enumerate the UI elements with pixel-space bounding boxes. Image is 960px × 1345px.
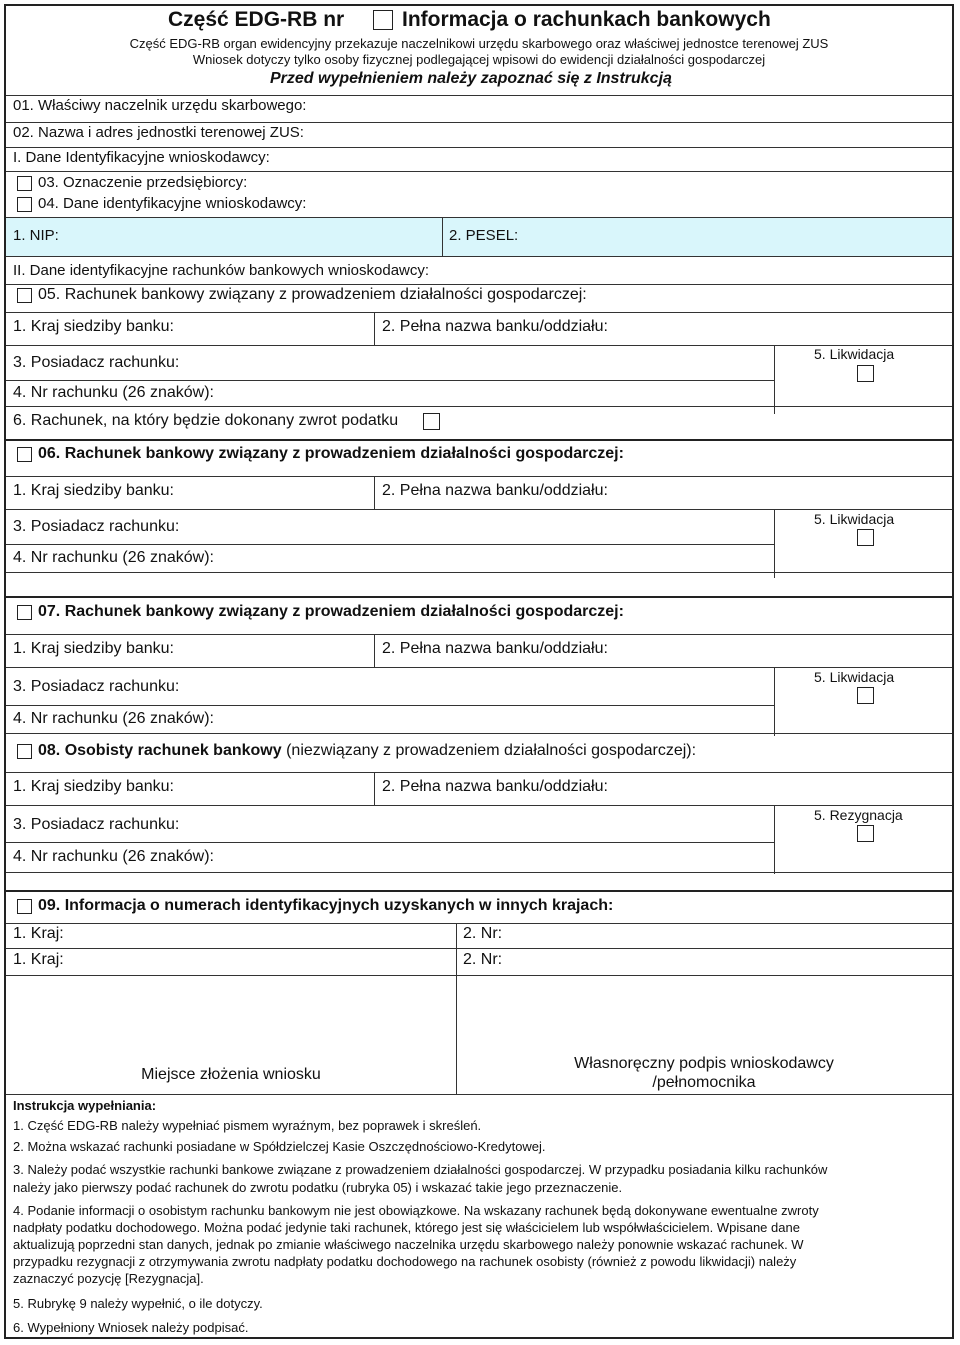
account-05-liquidation-label: 5. Likwidacja xyxy=(814,346,895,362)
instruction-4-line-3: aktualizują poprzedni stan danych, jednak po zmianie właściwego naczelnika urzędu skarbowego należy ponownie wskazać rachunek. W xyxy=(13,1237,804,1252)
account-08-bank-country[interactable]: 1. Kraj siedziby banku: xyxy=(13,778,174,795)
section-II-title: II. Dane identyfikacyjne rachunków bankowych wnioskodawcy: xyxy=(13,262,430,279)
instruction-4-line-5: zaznaczyć pozycję [Rezygnacja]. xyxy=(13,1271,204,1286)
account-06-holder[interactable]: 3. Posiadacz rachunku: xyxy=(13,518,180,535)
account-08-number[interactable]: 4. Nr rachunku (26 znaków): xyxy=(13,848,214,865)
instruction-1: 1. Część EDG-RB należy wypełniać pismem wyraźnym, bez poprawek i skreśleń. xyxy=(13,1118,482,1133)
account-07-title: 07. Rachunek bankowy związany z prowadzeniem działalności gospodarczej: xyxy=(38,603,624,620)
section-09-number-1[interactable]: 2. Nr: xyxy=(463,925,503,942)
section-09-country-1[interactable]: 1. Kraj: xyxy=(13,925,64,942)
account-08-title-rest: (niezwiązany z prowadzeniem działalności gospodarczej): xyxy=(281,742,697,759)
account-05-liquidation-checkbox[interactable] xyxy=(857,365,874,382)
account-06-liquidation-checkbox[interactable] xyxy=(857,529,874,546)
field-01-tax-office[interactable]: 01. Właściwy naczelnik urzędu skarbowego: xyxy=(13,97,307,114)
header-line-1: Część EDG-RB organ ewidencyjny przekazuje naczelnikowi urzędu skarbowego oraz właściwej jednostce terenowej ZUS xyxy=(129,36,829,51)
account-06-bank-name[interactable]: 2. Pełna nazwa banku/oddziału: xyxy=(382,482,608,499)
form-part-label: Część EDG-RB nr xyxy=(168,8,345,31)
account-06-bank-country[interactable]: 1. Kraj siedziby banku: xyxy=(13,482,174,499)
field-03-entrepreneur-designation: 03. Oznaczenie przedsiębiorcy: xyxy=(38,174,248,191)
instruction-4-line-4: przypadku rezygnacji z otrzymywania zwrotu nadpłaty podatku dochodowego na rachunek osobisty (również z powodu likwidacji) należy xyxy=(13,1254,797,1269)
section-09-checkbox[interactable] xyxy=(17,899,32,914)
account-05-checkbox[interactable] xyxy=(17,288,32,303)
instruction-6: 6. Wypełniony Wniosek należy podpisać. xyxy=(13,1320,249,1335)
section-I-title: I. Dane Identyfikacyjne wnioskodawcy: xyxy=(13,149,270,166)
account-08-resignation-label: 5. Rezygnacja xyxy=(814,807,903,823)
instruction-4-line-2: nadpłaty podatku dochodowego. Można podać jedynie taki rachunek, którego jest się właścicielem lub współwłaścicielem. Wpisane dane xyxy=(13,1220,800,1235)
account-08-resignation-checkbox[interactable] xyxy=(857,825,874,842)
account-08-bank-name[interactable]: 2. Pełna nazwa banku/oddziału: xyxy=(382,778,608,795)
field-03-checkbox[interactable] xyxy=(17,176,32,191)
field-04-checkbox[interactable] xyxy=(17,197,32,212)
header-instruction-note: Przed wypełnieniem należy zapoznać się z Instrukcją xyxy=(270,70,672,87)
account-07-holder[interactable]: 3. Posiadacz rachunku: xyxy=(13,678,180,695)
account-05-tax-refund-checkbox[interactable] xyxy=(423,413,440,430)
account-05-title: 05. Rachunek bankowy związany z prowadzeniem działalności gospodarczej: xyxy=(38,286,587,303)
account-05-holder[interactable]: 3. Posiadacz rachunku: xyxy=(13,354,180,371)
account-07-bank-country[interactable]: 1. Kraj siedziby banku: xyxy=(13,640,174,657)
signature-label-line-2: /pełnomocnika xyxy=(652,1074,756,1091)
instructions-title: Instrukcja wypełniania: xyxy=(13,1098,157,1113)
form-title: Informacja o rachunkach bankowych xyxy=(402,8,771,31)
account-08-title xyxy=(38,742,696,760)
submission-place-label: Miejsce złożenia wniosku xyxy=(141,1066,321,1083)
instruction-3-line-2: należy jako pierwszy podać rachunek do zwrotu podatku (rubryka 05) i wskazać takie jego przeznaczenie. xyxy=(13,1180,623,1195)
instruction-2: 2. Można wskazać rachunki posiadane w Spółdzielczej Kasie Oszczędnościowo-Kredytowej. xyxy=(13,1139,546,1154)
field-02-zus-unit[interactable]: 02. Nazwa i adres jednostki terenowej ZUS: xyxy=(13,124,304,141)
account-06-number[interactable]: 4. Nr rachunku (26 znaków): xyxy=(13,549,214,566)
part-number-checkbox[interactable] xyxy=(373,10,393,30)
nip-field[interactable]: 1. NIP: xyxy=(13,227,59,244)
instruction-3-line-1: 3. Należy podać wszystkie rachunki bankowe związane z prowadzeniem działalności gospodarczej. W przypadku posiadania kilku rachunków xyxy=(13,1162,828,1177)
account-07-liquidation-label: 5. Likwidacja xyxy=(814,669,895,685)
account-08-holder[interactable]: 3. Posiadacz rachunku: xyxy=(13,816,180,833)
signature-label-line-1: Własnoręczny podpis wnioskodawcy xyxy=(574,1055,834,1072)
section-09-country-2[interactable]: 1. Kraj: xyxy=(13,951,64,968)
account-06-liquidation-label: 5. Likwidacja xyxy=(814,511,895,527)
field-04-applicant-data: 04. Dane identyfikacyjne wnioskodawcy: xyxy=(38,195,307,212)
header-line-2: Wniosek dotyczy tylko osoby fizycznej podlegającej wpisowi do ewidencji działalności gospodarczej xyxy=(192,52,766,67)
account-05-bank-country[interactable]: 1. Kraj siedziby banku: xyxy=(13,318,174,335)
section-09-title: 09. Informacja o numerach identyfikacyjnych uzyskanych w innych krajach: xyxy=(38,897,614,914)
form-page xyxy=(4,4,954,1339)
account-07-number[interactable]: 4. Nr rachunku (26 znaków): xyxy=(13,710,214,727)
instruction-5: 5. Rubrykę 9 należy wypełnić, o ile dotyczy. xyxy=(13,1296,263,1311)
account-06-checkbox[interactable] xyxy=(17,447,32,462)
pesel-field[interactable]: 2. PESEL: xyxy=(449,227,519,244)
account-06-title: 06. Rachunek bankowy związany z prowadzeniem działalności gospodarczej: xyxy=(38,445,624,462)
instruction-4-line-1: 4. Podanie informacji o osobistym rachunku bankowym nie jest obowiązkowe. Na wskazany rachunek będą dokonywane ewentualne zwroty xyxy=(13,1203,819,1218)
account-05-number[interactable]: 4. Nr rachunku (26 znaków): xyxy=(13,384,214,401)
account-07-checkbox[interactable] xyxy=(17,605,32,620)
account-05-tax-refund-label: 6. Rachunek, na który będzie dokonany zwrot podatku xyxy=(13,412,399,429)
account-05-bank-name[interactable]: 2. Pełna nazwa banku/oddziału: xyxy=(382,318,608,335)
account-08-title-bold: 08. Osobisty rachunek bankowy xyxy=(38,742,282,759)
account-07-bank-name[interactable]: 2. Pełna nazwa banku/oddziału: xyxy=(382,640,608,657)
account-07-liquidation-checkbox[interactable] xyxy=(857,687,874,704)
section-09-number-2[interactable]: 2. Nr: xyxy=(463,951,503,968)
account-08-checkbox[interactable] xyxy=(17,744,32,759)
